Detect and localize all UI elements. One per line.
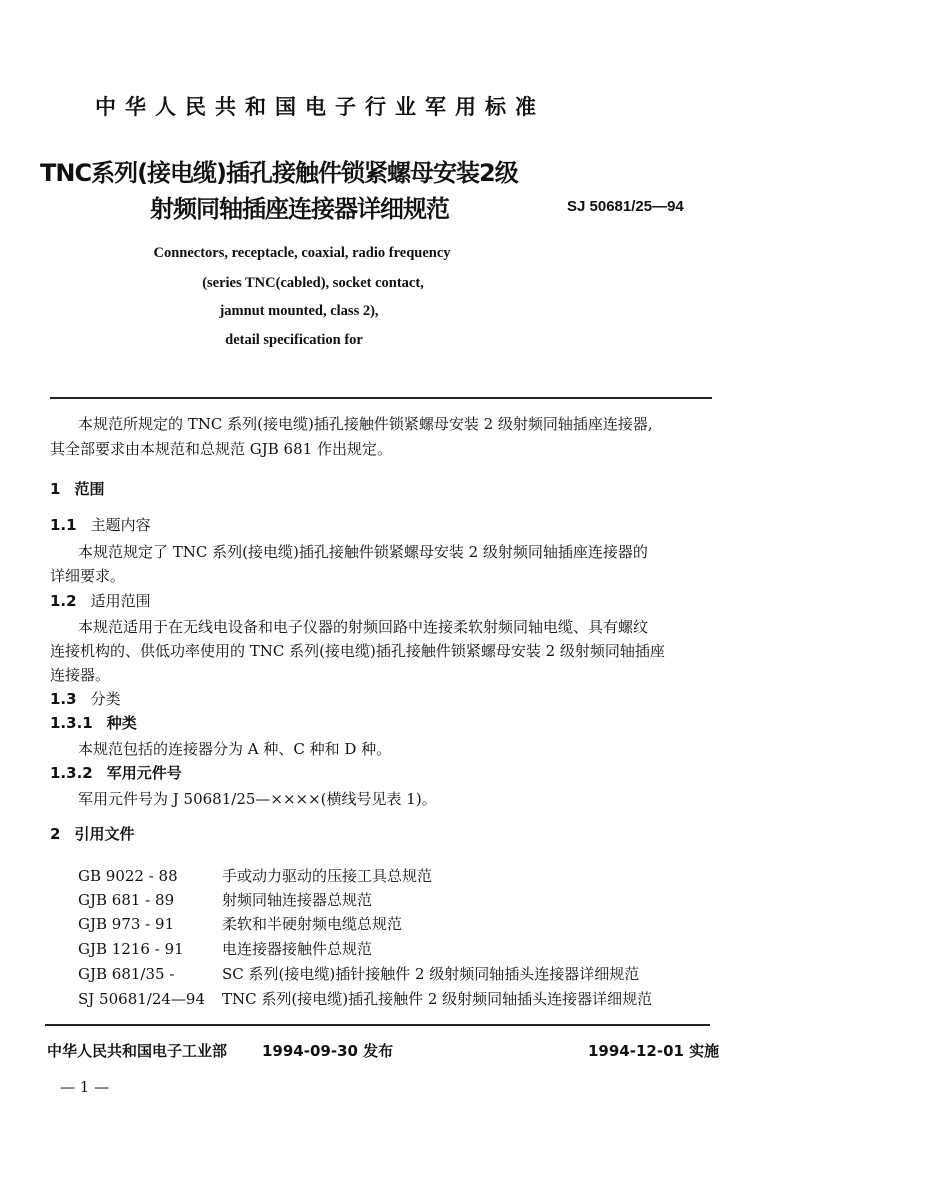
section-text: 详细要求。 — [50, 567, 126, 585]
section-title: 主题内容 — [90, 516, 151, 534]
reference-title: 射频同轴连接器总规范 — [222, 891, 373, 909]
section-text: 连接器。 — [50, 666, 111, 684]
divider — [50, 397, 712, 399]
section-number: 1.3.2 — [50, 764, 93, 782]
section-1-1-heading — [50, 518, 151, 533]
section-text: 军用元件号为 J 50681/25—××××(横线号见表 1)。 — [78, 790, 437, 808]
section-1-3-1-heading — [50, 716, 137, 731]
section-text: 本规范适用于在无线电设备和电子仪器的射频回路中连接柔软射频同轴电缆、具有螺纹 — [78, 618, 649, 636]
section-text: 连接机构的、供低功率使用的 TNC 系列(接电缆)插孔接触件锁紧螺母安装 2 级射频同轴插座 — [50, 642, 665, 660]
section-title: 范围 — [74, 480, 105, 498]
reference-title: 柔软和半硬射频电缆总规范 — [222, 915, 403, 933]
section-title: 种类 — [106, 714, 137, 732]
section-number: 1.3 — [50, 690, 77, 708]
section-1-3-heading — [50, 692, 121, 707]
reference-code: GJB 681 - 89 — [78, 891, 175, 909]
section-1-heading — [50, 482, 104, 497]
standard-code: SJ 50681/25—94 — [567, 198, 684, 215]
section-number: 2 — [50, 825, 61, 843]
section-title: 引用文件 — [74, 825, 135, 843]
reference-code: GB 9022 - 88 — [78, 867, 178, 885]
english-title-line: (series TNC(cabled), socket contact, — [202, 275, 424, 291]
section-text: 本规范规定了 TNC 系列(接电缆)插孔接触件锁紧螺母安装 2 级射频同轴插座连接器的 — [78, 543, 648, 561]
reference-code: SJ 50681/24—94 — [78, 990, 206, 1008]
page-number: — 1 — — [60, 1078, 110, 1096]
section-2-heading — [50, 827, 134, 842]
issuer: 中华人民共和国电子工业部 — [47, 1042, 228, 1060]
section-number: 1 — [50, 480, 61, 498]
section-1-3-2-heading — [50, 766, 182, 781]
reference-code: GJB 1216 - 91 — [78, 940, 184, 958]
section-number: 1.1 — [50, 516, 77, 534]
reference-title: 手或动力驱动的压接工具总规范 — [222, 867, 433, 885]
section-title: 军用元件号 — [106, 764, 182, 782]
issue-date: 1994-09-30 发布 — [262, 1042, 394, 1060]
intro-text: 本规范所规定的 TNC 系列(接电缆)插孔接触件锁紧螺母安装 2 级射频同轴插座连接器, — [78, 415, 653, 433]
reference-code: GJB 681/35 - — [78, 965, 175, 983]
section-number: 1.3.1 — [50, 714, 93, 732]
english-title-line: jamnut mounted, class 2), — [219, 303, 379, 319]
effective-date: 1994-12-01 实施 — [588, 1042, 720, 1060]
section-1-2-heading — [50, 594, 151, 609]
english-title-line: Connectors, receptacle, coaxial, radio frequency — [153, 245, 451, 261]
section-title: 分类 — [90, 690, 121, 708]
title-line-2: 射频同轴插座连接器详细规范 — [150, 195, 449, 223]
standard-header: 中华人民共和国电子行业军用标准 — [95, 95, 545, 119]
reference-title: SC 系列(接电缆)插针接触件 2 级射频同轴插头连接器详细规范 — [222, 965, 640, 983]
reference-title: TNC 系列(接电缆)插孔接触件 2 级射频同轴插头连接器详细规范 — [222, 990, 653, 1008]
reference-code: GJB 973 - 91 — [78, 915, 175, 933]
reference-title: 电连接器接触件总规范 — [222, 940, 373, 958]
english-title-line: detail specification for — [225, 332, 363, 348]
section-title: 适用范围 — [90, 592, 151, 610]
footer-divider — [45, 1024, 710, 1026]
section-text: 本规范包括的连接器分为 A 种、C 种和 D 种。 — [78, 740, 392, 758]
intro-text: 其全部要求由本规范和总规范 GJB 681 作出规定。 — [50, 440, 392, 458]
title-line-1: TNC系列(接电缆)插孔接触件锁紧螺母安装2级 — [40, 159, 518, 187]
section-number: 1.2 — [50, 592, 77, 610]
